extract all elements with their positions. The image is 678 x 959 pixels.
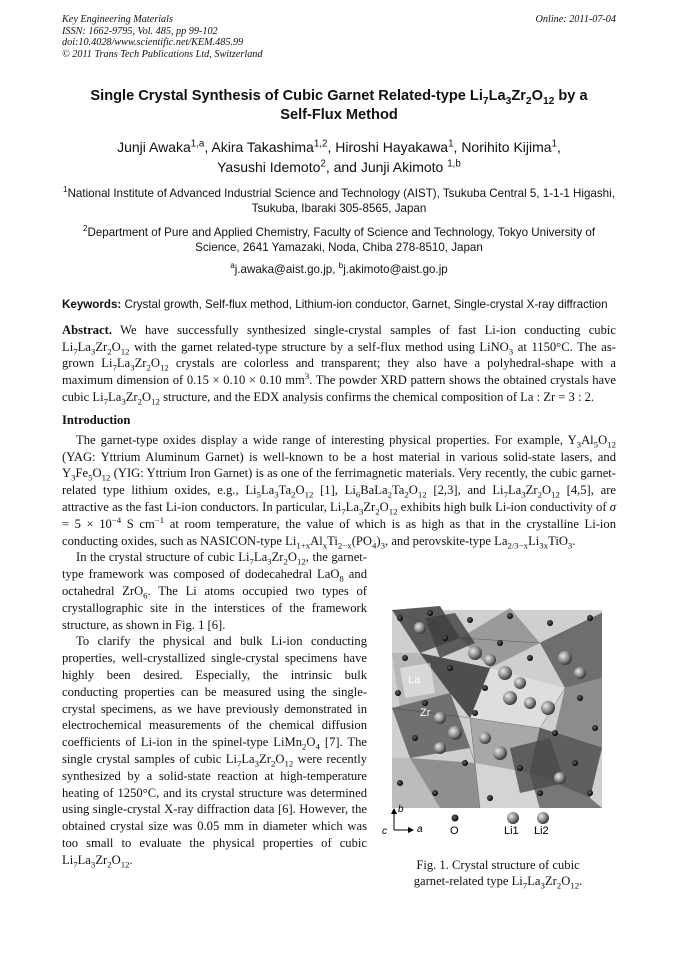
sub: 2 [537,489,542,500]
sub: 2 [291,489,296,500]
el: O [531,88,543,105]
t: , and perovskite-type La [385,533,508,548]
keywords [62,298,616,313]
sub: 3 [540,880,545,891]
author-sup: 1 [551,138,558,150]
t: Al [310,533,323,548]
axis-c: c [382,826,387,837]
sup: −4 [111,514,122,525]
sub: 3 [267,556,272,567]
email-line [62,263,616,276]
t: exhibits high bulk Li-ion conductivity of [397,500,610,515]
el: La [241,752,255,766]
author: , Norihito Kijima [453,139,552,156]
author: , [557,139,561,156]
author: Junji Awaka [117,139,191,156]
sub: 3 [71,472,76,483]
sub: 3 [121,396,126,407]
el: O [275,752,285,766]
sub: 2 [556,880,562,891]
sub: 2 [270,758,276,769]
t: [1], Li [313,483,356,498]
abstract-text: We have successfully synthesized single-crystal samples of fast Li-ion conducting cubic Li [62,322,616,354]
sub: 7 [73,346,78,357]
el: Zr [525,483,538,498]
keywords-label: Keywords: [62,298,122,312]
doi-line: doi:10.4028/www.scientific.net/KEM.485.99 [62,37,244,49]
affil-sup: 1 [63,185,68,195]
keywords-text: Crystal growth, Self-flux method, Lithium-ion conductor, Garnet, Single-crystal X-ray diffraction [121,298,608,312]
sub: 2−x [337,540,352,551]
sub: 2 [146,362,151,373]
author-sup: 1,2 [313,138,328,150]
sub: 3 [567,540,573,551]
abstract-text: at 1150°C. The as-grown Li [62,339,616,371]
t: [4,5], are attractive as the fast Li-ion conductors. In particular, Li [62,483,617,515]
t: La [260,483,275,498]
abstract-text: with the garnet related-type structure by a self-flux method using LiNO [129,339,509,354]
t: To clarify the physical and bulk Li-ion conducting properties, well-crystallized single-crystal specimens have highly been desired. Especially, the intrinsic bulk conducting properties can be measured using the single-crystal specimens, as we have previously demonstrated in electrochemical measurements of the chemical diffusion coefficients of Li-ion in the spinel-type LiMn [62,634,367,750]
el: O [111,852,121,867]
author-sup: 2 [320,158,326,170]
sub: 3 [576,439,582,450]
caption-text: Fig. 1. Crystal structure of cubic [416,858,580,872]
sub: 12 [284,758,294,769]
author: , Akira Takashima [204,139,314,156]
author-list [62,137,616,177]
sub: 3 [254,758,260,769]
abstract-label: Abstract. [62,322,113,337]
sub: 12 [120,859,130,870]
title-text: Self-Flux Method [280,107,398,124]
sub: 2 [387,489,392,500]
sub: 12 [542,96,555,108]
axis-b: b [398,804,404,815]
el: Zr [271,550,284,565]
affiliation-1 [62,186,616,216]
t: (PO [351,533,372,548]
journal-header [62,14,616,60]
el: Zr [95,339,108,354]
el: La [345,500,359,515]
t: . [129,852,133,867]
email-sup: b [338,261,344,271]
legend-li1: Li1 [504,825,519,837]
t: BaLa [360,483,388,498]
el: La [108,390,122,405]
sub: 7 [73,859,78,870]
sub: 12 [551,489,560,500]
sub: 12 [159,362,169,373]
sub: 5 [593,439,599,450]
t: Fe [75,466,89,481]
intro-paragraph-1 [62,432,616,550]
author: , Hiroshi Hayakawa [327,139,449,156]
sub: 12 [304,489,314,500]
t: O [295,483,305,498]
author-sup: 1,b [447,158,461,170]
sup: 3 [304,371,310,382]
el: La [77,852,91,867]
t: [2,3], and Li [426,483,504,498]
author-sup: 1,a [190,138,205,150]
sub: 7 [522,880,528,891]
label-zr: Zr [420,707,431,719]
t: O [306,735,316,750]
el: Zr [95,852,108,867]
t: were recently synthesized by a solid-state reaction at high-temperature heating of 1250°C, and its crystal structure was determined using single-crystal X-ray diffraction data [6]. However, the obtained crystal size was 0.05 mm in diameter which was too small to evaluate the physical properties of cubic Li [62,752,367,867]
sub: 6 [143,590,148,601]
sub: 12 [417,489,427,500]
el: O [379,500,389,515]
title-text: Single Crystal Synthesis of Cubic Garnet Related-type Li [90,88,483,105]
sub: 3 [130,362,135,373]
el: Zr [544,874,557,888]
t: O [92,466,102,481]
author-sup: 1 [448,138,454,150]
issn-line: ISSN: 1662-9795, Vol. 485, pp 99-102 [62,25,218,37]
sub: 2 [107,346,112,357]
sub: 3 [508,346,514,357]
affil-text: National Institute of Advanced Industrial Science and Technology (AIST), Tsukuba Central 5, 1-1-1 Higashi, Tsukuba, Ibaraki 305-8565, Japan [67,187,615,216]
el: Zr [511,88,526,105]
sub: 3 [274,489,279,500]
sub: 8 [339,573,344,584]
paper-title [62,87,616,125]
t: O [408,483,418,498]
sub: 1+x [296,540,311,551]
paper-page [62,14,616,896]
abstract-text: . The powder XRD pattern shows the obtained crystals have cubic Li [62,373,616,405]
axis-a: a [417,824,423,835]
sub: 3x [539,540,549,551]
sub: 4 [372,540,377,551]
legend-li2: Li2 [534,825,549,837]
email-link[interactable]: j.akimoto@aist.go.jp [343,263,448,277]
figure-wrap-spacer [367,566,616,896]
t: Ti [327,533,338,548]
sub: 3 [90,859,96,870]
el: Zr [363,500,376,515]
sup: −1 [154,514,165,525]
sub: 2 [107,859,112,870]
sub: 7 [236,758,242,769]
t: Li [528,533,540,548]
el: O [287,550,297,565]
el: Zr [134,356,147,371]
online-date: Online: 2011-07-04 [535,14,616,25]
sigma-symbol: σ [609,500,616,515]
sub: 2 [302,741,307,752]
t: = 5 × 10 [62,516,112,531]
sub: 7 [341,506,346,517]
email-link[interactable]: j.awaka@aist.go.jp, [234,263,339,277]
sub: 3 [521,489,526,500]
sub: 12 [296,556,306,567]
sub: 5 [88,472,93,483]
el: La [527,874,541,888]
abstract [62,322,616,406]
sub: 5 [256,489,261,500]
sub: 7 [482,96,489,108]
t: Al [581,432,594,447]
sub: 12 [120,346,130,357]
t: , the garnet-type framework was composed of dodecahedral LaO [62,550,367,582]
sub: 3 [90,346,96,357]
sub: 12 [101,472,111,483]
affil-text: Department of Pure and Applied Chemistry, Faculty of Science and Technology, Tokyo University of Science, 2641 Yamazaki, Noda, Chiba 278-8510, Japan [87,226,596,255]
el: Zr [125,390,138,405]
affil-sup: 2 [82,224,88,234]
t: and octahedral ZrO [62,567,367,599]
t: S cm [121,516,155,531]
sub: 7 [249,556,254,567]
section-heading-introduction: Introduction [62,412,131,427]
label-la: La [408,674,421,686]
abstract-text: crystals are colorless and transparent; they also have a polyhedral-shape with a maximum dimension of 0.15 × 0.10 × 0.10 mm [62,356,616,388]
affiliation-2 [62,225,616,255]
el: O [111,339,121,354]
sub: 12 [570,880,580,891]
t: TiO [548,533,568,548]
t: O [598,432,608,447]
sub: 2 [525,96,532,108]
sub: 7 [112,362,117,373]
sub: 12 [607,439,616,450]
split-region [62,549,616,868]
el: La [77,339,91,354]
sub: 2 [283,556,288,567]
copyright-line: © 2011 Trans Tech Publications Ltd, Switzerland [62,48,263,60]
t: The garnet-type oxides display a wide range of interesting physical properties. For example, Y [76,432,577,447]
email-sup: a [230,261,235,271]
author: Yasushi Idemoto [217,159,321,176]
t: (YIG: Yttrium Iron Garnet) is as one of the ferrimagnetic materials. Very recently, the cubic garnet-related type lithium oxides, e.g., Li [62,466,616,498]
sub: 6 [355,489,361,500]
caption-text: . [579,874,583,888]
t: In the crystal structure of cubic Li [76,550,250,565]
el: La [116,356,131,371]
t: (YAG: Yttrium Aluminum Garnet) is well-known to be a host material in various solid-state lasers, and Y [62,449,616,481]
t: ) [376,533,381,548]
intro-paragraph-2 [62,549,616,633]
legend-o: O [450,825,459,837]
el: La [253,550,268,565]
t: Ta [278,483,292,498]
caption-text: garnet-related type Li [413,874,523,888]
t: . The Li atoms occupied two types of crystallographic site in the interstices of the framework structure, as shown in Fig. 1 [6]. [62,584,367,632]
el: O [561,874,571,888]
sub: 3 [380,540,386,551]
el: O [142,390,152,405]
sub: 4 [315,741,320,752]
sub: 3 [358,506,364,517]
author: , and Junji Akimoto [325,159,448,176]
sub: 2 [404,489,409,500]
t: [7]. The single crystal samples of cubic Li [62,735,368,766]
el: La [507,483,522,498]
el: Zr [259,752,271,766]
sub: 2 [375,506,380,517]
t: at room temperature, the value of which is as high as that in the crystalline Li-ion conducting oxides, such as NASICON-type Li [62,516,617,548]
t: . [572,533,576,548]
el: O [150,356,160,371]
sub: 12 [388,506,398,517]
sub: 7 [503,489,508,500]
sub: 2/3−x [507,540,529,551]
journal-name: Key Engineering Materials [62,14,173,25]
abstract-text: structure, and the EDX analysis confirms the chemical composition of La : Zr = 3 : 2. [159,390,595,405]
t: Ta [391,483,405,498]
el: La [488,88,506,105]
title-text: by a [554,88,588,105]
sub: 12 [151,396,160,407]
sub: 7 [103,396,109,407]
sub: 3 [505,96,512,108]
sub: x [322,540,328,551]
sub: 2 [137,396,143,407]
el: O [541,483,552,498]
